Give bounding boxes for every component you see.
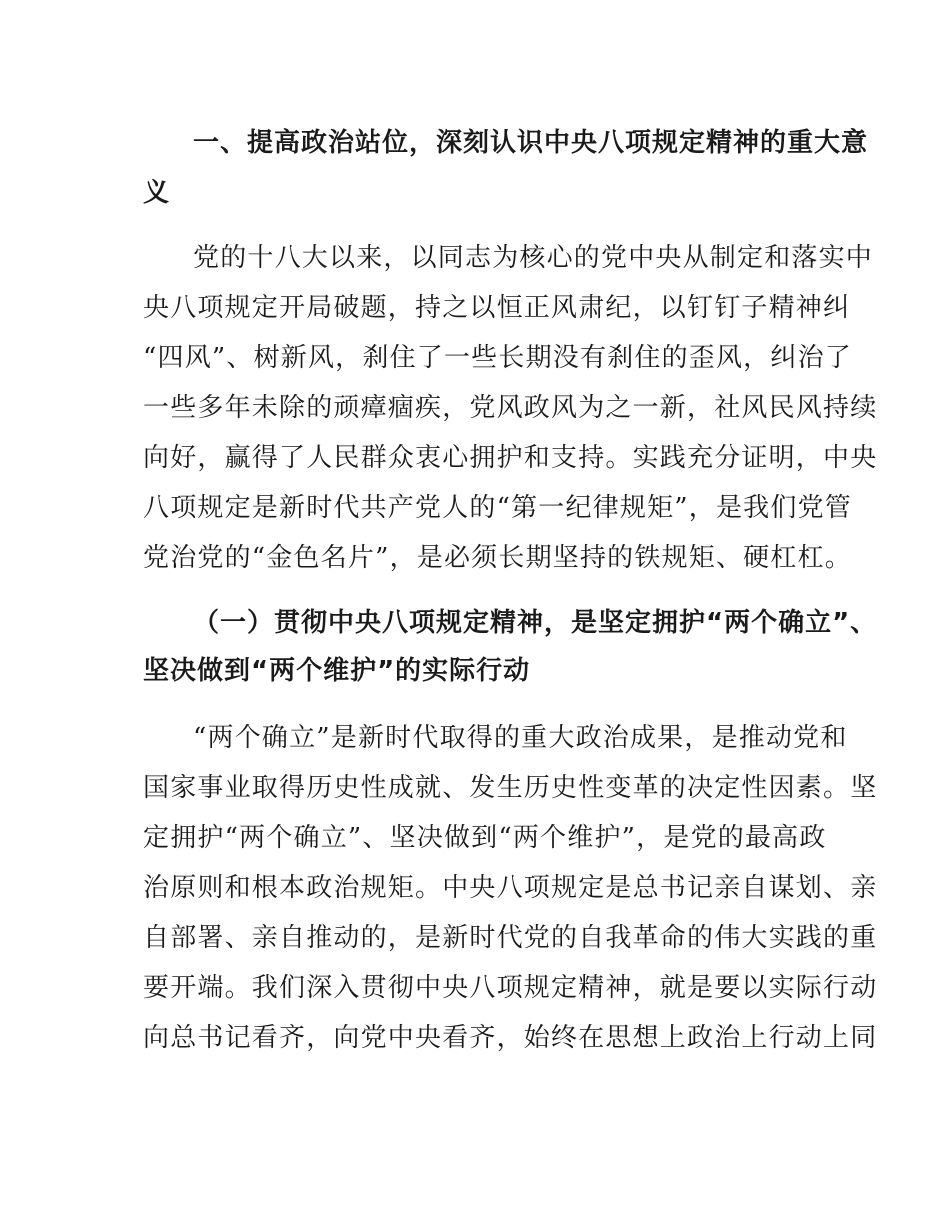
paragraph-line: 党治党的“金色名片”，是必须长期坚持的铁规矩、硬杠杠。 xyxy=(143,543,852,573)
paragraph-line: 治原则和根本政治规矩。中央八项规定是总书记亲自谋划、亲 xyxy=(143,873,878,903)
subsection-heading-line-2: 坚决做到“两个维护”的实际行动 xyxy=(143,656,531,686)
paragraph-line: 一些多年未除的顽瘴痼疾，党风政风为之一新，社风民风持续 xyxy=(143,393,878,423)
paragraph-line: 央八项规定开局破题，持之以恒正风肃纪，以钉钉子精神纠 xyxy=(143,293,851,323)
paragraph-line: 要开端。我们深入贯彻中央八项规定精神，就是要以实际行动 xyxy=(143,973,878,1003)
paragraph-line: 党的十八大以来，以同志为核心的党中央从制定和落实中 xyxy=(193,243,874,273)
subsection-heading-line-1: （一）贯彻中央八项规定精神，是坚定拥护“两个确立”、 xyxy=(193,608,878,638)
section-heading-line-2: 义 xyxy=(143,178,171,208)
section-heading-line-1: 一、提高政治站位，深刻认识中央八项规定精神的重大意 xyxy=(193,128,869,158)
paragraph-line: “四风”、树新风，刹住了一些长期没有刹住的歪风，纠治了 xyxy=(143,343,852,373)
paragraph-line: 定拥护“两个确立”、坚决做到“两个维护”，是党的最高政 xyxy=(143,823,827,853)
paragraph-line: 国家事业取得历史性成就、发生历史性变革的决定性因素。坚 xyxy=(143,773,878,803)
paragraph-line: 向总书记看齐，向党中央看齐，始终在思想上政治上行动上同 xyxy=(143,1023,878,1053)
paragraph-line: 向好，赢得了人民群众衷心拥护和支持。实践充分证明，中央 xyxy=(143,443,878,473)
paragraph-line: 八项规定是新时代共产党人的“第一纪律规矩”，是我们党管 xyxy=(143,493,852,523)
paragraph-line: “两个确立”是新时代取得的重大政治成果，是推动党和 xyxy=(193,723,848,753)
paragraph-line: 自部署、亲自推动的，是新时代党的自我革命的伟大实践的重 xyxy=(143,923,878,953)
